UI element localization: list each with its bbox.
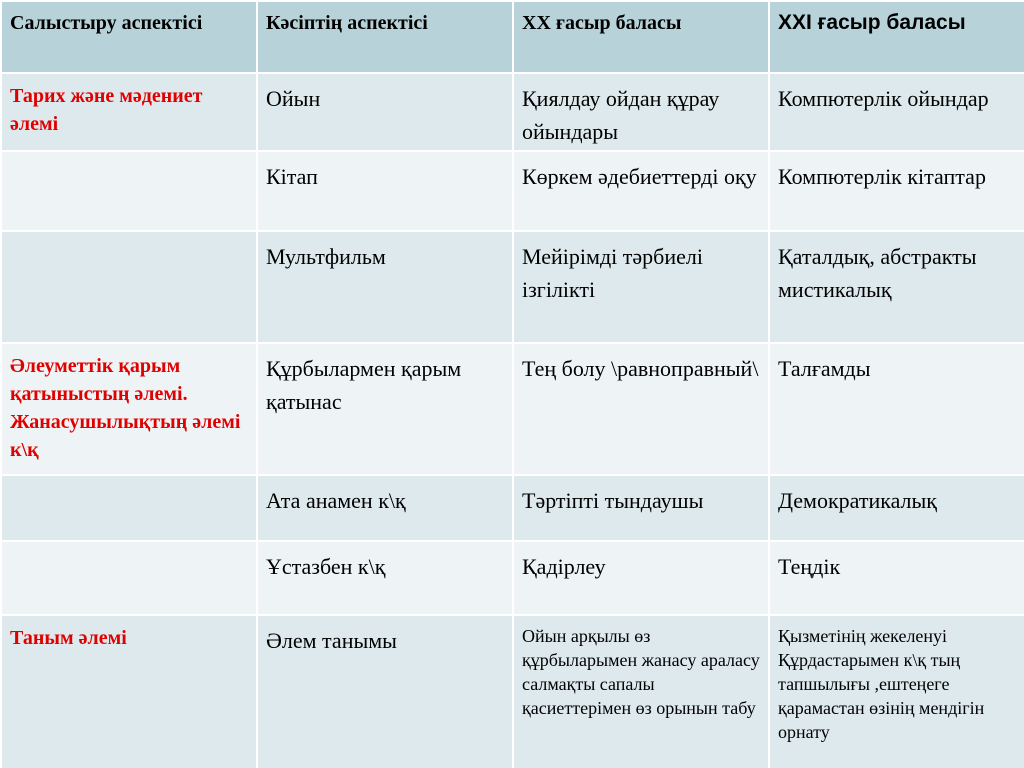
century-20-cell: Ойын арқылы өз құрбыларымен жанасу араласу салмақты сапалы қасиеттерімен өз орынын табу	[513, 615, 769, 768]
aspect-cell	[1, 475, 257, 541]
century-21-cell: Компютерлік кітаптар	[769, 151, 1024, 231]
aspect-cell	[1, 231, 257, 343]
table-row	[1, 541, 1024, 615]
aspect-cell: Тарих және мәдениет әлемі	[1, 73, 257, 151]
profession-cell: Мультфильм	[257, 231, 513, 343]
century-21-cell: Теңдік	[769, 541, 1024, 615]
century-21-cell: Талғамды	[769, 343, 1024, 475]
header-20th-century-child: XX ғасыр баласы	[513, 1, 769, 73]
profession-cell: Құрбылармен қарым қатынас	[257, 343, 513, 475]
table-row	[1, 343, 1024, 475]
table-row	[1, 151, 1024, 231]
aspect-cell: Таным әлемі	[1, 615, 257, 768]
table-row	[1, 615, 1024, 768]
header-comparison-aspect: Салыстыру аспектісі	[1, 1, 257, 73]
profession-cell: Ұстазбен к\қ	[257, 541, 513, 615]
century-20-cell: Тең болу \равноправный\	[513, 343, 769, 475]
century-21-cell: Демократикалық	[769, 475, 1024, 541]
century-20-cell: Көркем әдебиеттерді оқу	[513, 151, 769, 231]
aspect-cell	[1, 541, 257, 615]
header-profession-aspect: Кәсіптің аспектісі	[257, 1, 513, 73]
century-21-cell: Қаталдық, абстракты мистикалық	[769, 231, 1024, 343]
profession-cell: Кітап	[257, 151, 513, 231]
profession-cell: Ата анамен к\қ	[257, 475, 513, 541]
header-row	[1, 1, 1024, 73]
profession-cell: Әлем танымы	[257, 615, 513, 768]
century-21-cell: Қызметінің жекеленуі Құрдастарымен к\қ тың тапшылығы ,ештеңеге қарамастан өзінің мендігін орнату	[769, 615, 1024, 768]
header-21st-century-child: XXI ғасыр баласы	[769, 1, 1024, 73]
century-20-cell: Тәртіпті тындаушы	[513, 475, 769, 541]
table-row	[1, 231, 1024, 343]
profession-cell: Ойын	[257, 73, 513, 151]
aspect-cell: Әлеуметтік қарым қатыныстың әлемі. Жанасушылықтың әлемі к\қ	[1, 343, 257, 475]
table-row	[1, 73, 1024, 151]
aspect-cell	[1, 151, 257, 231]
century-20-cell: Қиялдау ойдан құрау ойындары	[513, 73, 769, 151]
century-20-cell: Мейірімді тәрбиелі ізгілікті	[513, 231, 769, 343]
table-row	[1, 475, 1024, 541]
century-21-cell: Компютерлік ойындар	[769, 73, 1024, 151]
century-20-cell: Қадірлеу	[513, 541, 769, 615]
